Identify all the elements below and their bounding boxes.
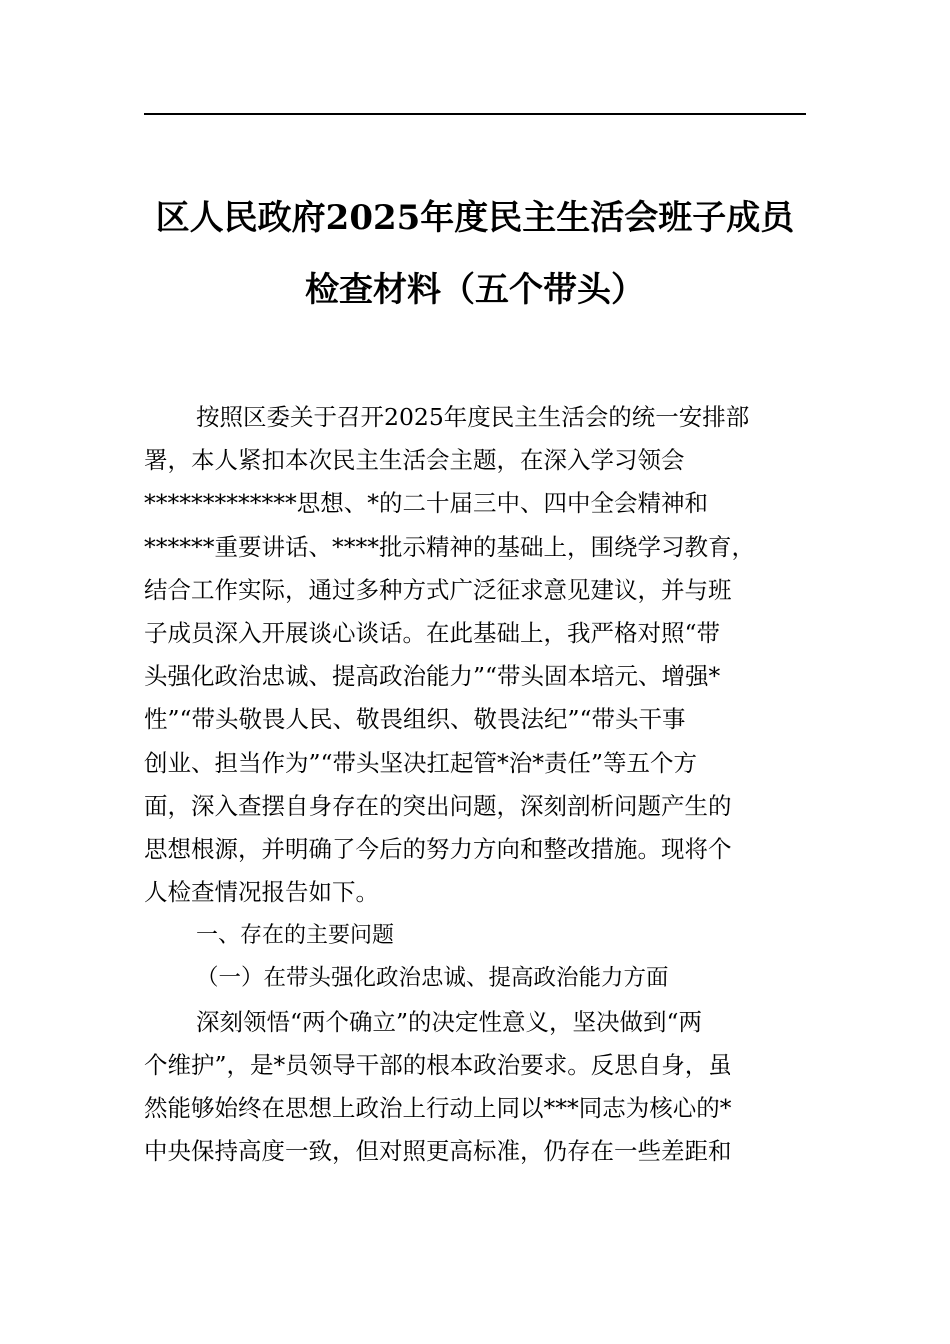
document-title-line-2: 检查材料（五个带头） (305, 270, 645, 310)
section-heading: 一、存在的主要问题 (196, 923, 395, 949)
paragraph-line: 按照区委关于召开2025年度民主生活会的统一安排部 (196, 403, 750, 431)
paragraph-line: 深刻领悟“两个确立”的决定性意义，坚决做到“两 (196, 1007, 703, 1036)
paragraph-line: 中央保持高度一致，但对照更高标准，仍存在一些差距和 (144, 1137, 732, 1166)
paragraph-line: 思想根源，并明确了今后的努力方向和整改措施。现将个 (144, 834, 732, 863)
paragraph-line: *************思想、*的二十届三中、四中全会精神和 (144, 489, 708, 518)
paragraph-line: 创业、担当作为”“带头坚决扛起管*治*责任”等五个方 (144, 748, 698, 777)
subsection-heading: （一）在带头强化政治忠诚、提高政治能力方面 (196, 965, 669, 992)
header-rule (144, 113, 806, 115)
paragraph-line: 然能够始终在思想上政治上行动上同以***同志为核心的* (144, 1094, 732, 1122)
paragraph-line: 结合工作实际，通过多种方式广泛征求意见建议，并与班 (144, 575, 732, 604)
paragraph-line: 署，本人紧扣本次民主生活会主题，在深入学习领会 (144, 446, 685, 475)
paragraph-line: 面，深入查摆自身存在的突出问题，深刻剖析问题产生的 (144, 791, 732, 820)
document-body (144, 396, 806, 1173)
paragraph-line: 头强化政治忠诚、提高政治能力”“带头固本培元、增强* (144, 662, 721, 691)
document-title-line-1: 区人民政府2025年度民主生活会班子成员 (155, 198, 795, 238)
paragraph-line: 子成员深入开展谈心谈话。在此基础上，我严格对照“带 (144, 618, 721, 647)
paragraph-line: 个维护”，是*员领导干部的根本政治要求。反思自身，虽 (144, 1050, 732, 1079)
paragraph-line: 人检查情况报告如下。 (144, 878, 379, 907)
paragraph-line: ******重要讲话、****批示精神的基础上，围绕学习教育， (144, 532, 755, 561)
paragraph-line: 性”“带头敬畏人民、敬畏组织、敬畏法纪”“带头干事 (144, 705, 686, 734)
